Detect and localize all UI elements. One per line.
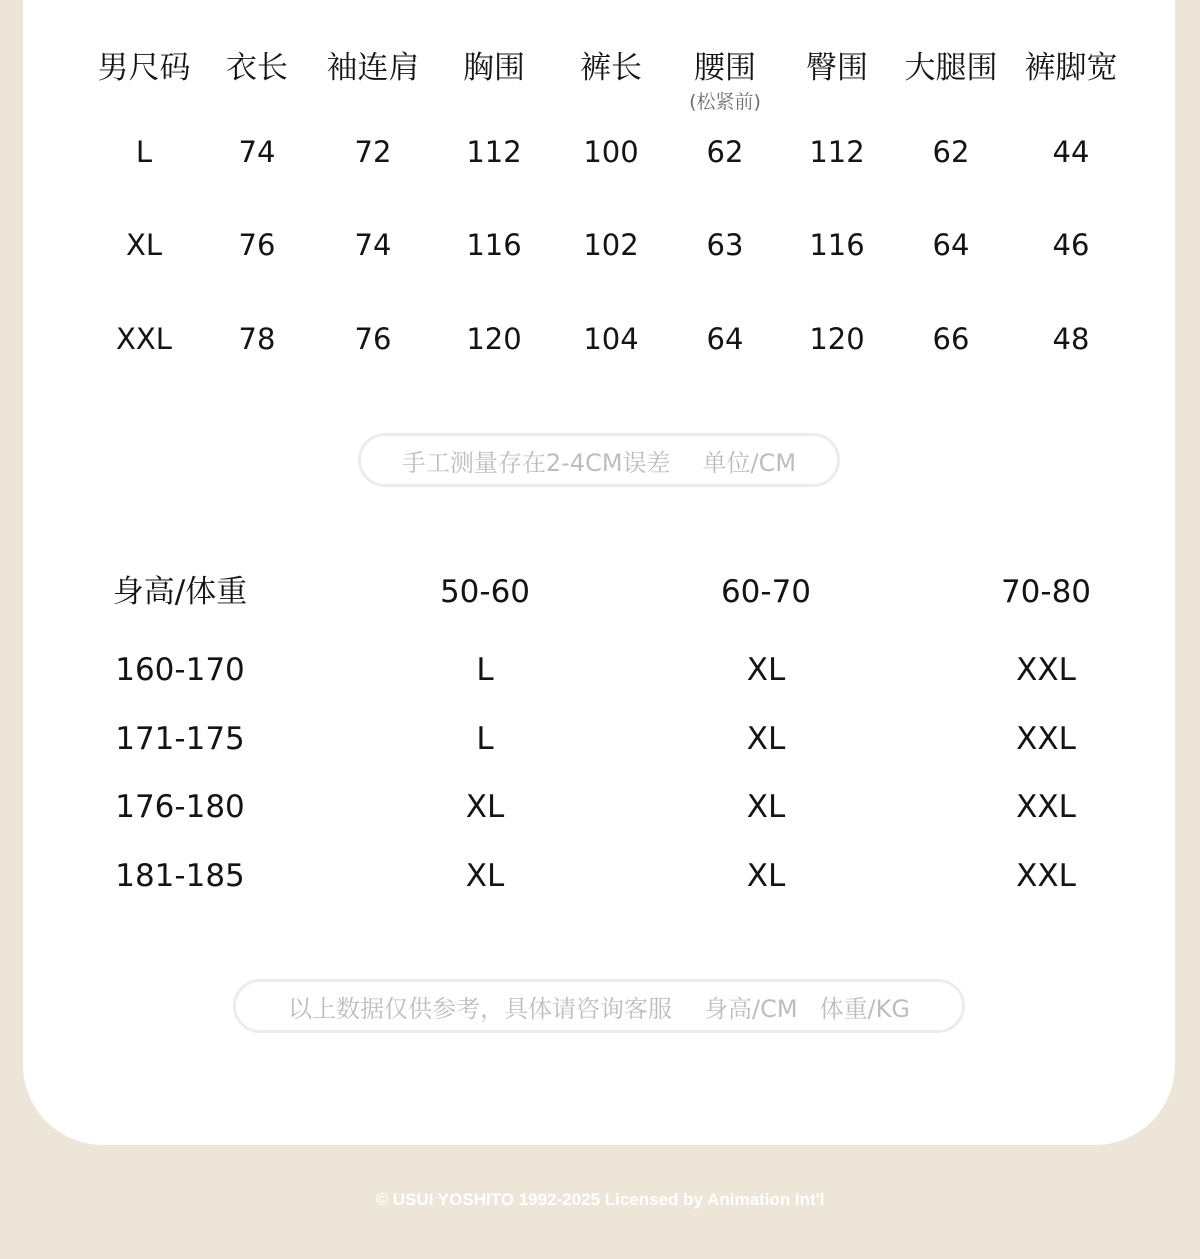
measurement-unit-text: 单位/CM [702, 448, 797, 477]
table-cell: 64 [932, 228, 970, 262]
fit-size-cell: XXL [1016, 789, 1076, 825]
copyright-footer: © USUI YOSHITO 1992-2025 Licensed by Animation Int'l [375, 1190, 825, 1209]
measurement-note-pill [358, 433, 840, 487]
fit-size-cell: L [476, 652, 494, 688]
header-thigh: 大腿围 [904, 50, 998, 86]
fit-size-cell: XXL [1016, 652, 1076, 688]
table-cell: 62 [706, 135, 744, 169]
table-cell: XXL [116, 322, 172, 356]
table-cell: 48 [1052, 322, 1090, 356]
fit-size-cell: XL [746, 858, 786, 894]
fit-weight-header: 50-60 [439, 574, 531, 610]
table-cell: 104 [583, 322, 639, 356]
table-cell: L [135, 135, 153, 169]
table-cell: 112 [809, 135, 865, 169]
reference-note-pill [233, 979, 965, 1033]
fit-height-label: 171-175 [115, 721, 245, 757]
table-cell: 64 [706, 322, 744, 356]
table-cell: 66 [932, 322, 970, 356]
table-cell: 76 [354, 322, 392, 356]
header-hem: 裤脚宽 [1024, 50, 1118, 86]
fit-size-cell: XL [465, 789, 505, 825]
fit-size-cell: XXL [1016, 858, 1076, 894]
fit-size-cell: L [476, 721, 494, 757]
table-cell: 78 [238, 322, 276, 356]
fit-size-cell: XL [746, 721, 786, 757]
table-cell: 116 [809, 228, 865, 262]
table-cell: 112 [466, 135, 522, 169]
table-cell: 116 [466, 228, 522, 262]
weight-unit-text: 体重/KG [819, 994, 910, 1023]
fit-size-cell: XL [465, 858, 505, 894]
table-cell: 100 [583, 135, 639, 169]
header-size: 男尺码 [97, 50, 191, 86]
header-waist-note: (松紧前) [689, 91, 761, 113]
fit-weight-header: 70-80 [1000, 574, 1092, 610]
fit-height-label: 176-180 [115, 789, 245, 825]
fit-height-label: 181-185 [115, 858, 245, 894]
table-cell: 102 [583, 228, 639, 262]
fit-table-corner: 身高/体重 [112, 574, 248, 610]
header-hip: 臀围 [806, 50, 868, 86]
header-chest: 胸围 [463, 50, 525, 86]
header-length: 衣长 [226, 50, 288, 86]
table-cell: 72 [354, 135, 392, 169]
fit-size-cell: XL [746, 652, 786, 688]
header-sleeve: 袖连肩 [326, 50, 420, 86]
table-cell: 46 [1052, 228, 1090, 262]
measurement-note-text: 手工测量存在2-4CM误差 [401, 448, 671, 477]
table-cell: 62 [932, 135, 970, 169]
table-cell: 120 [466, 322, 522, 356]
table-cell: 44 [1052, 135, 1090, 169]
fit-size-cell: XL [746, 789, 786, 825]
header-pants-length: 裤长 [580, 50, 642, 86]
table-cell: 74 [238, 135, 276, 169]
table-cell: 74 [354, 228, 392, 262]
header-waist: 腰围 [694, 50, 756, 86]
table-cell: 76 [238, 228, 276, 262]
reference-note-text: 以上数据仅供参考，具体请咨询客服 [288, 994, 672, 1023]
fit-size-cell: XXL [1016, 721, 1076, 757]
fit-height-label: 160-170 [115, 652, 245, 688]
table-cell: 63 [706, 228, 744, 262]
table-cell: 120 [809, 322, 865, 356]
height-unit-text: 身高/CM [704, 994, 798, 1023]
table-cell: XL [125, 228, 163, 262]
fit-weight-header: 60-70 [720, 574, 812, 610]
